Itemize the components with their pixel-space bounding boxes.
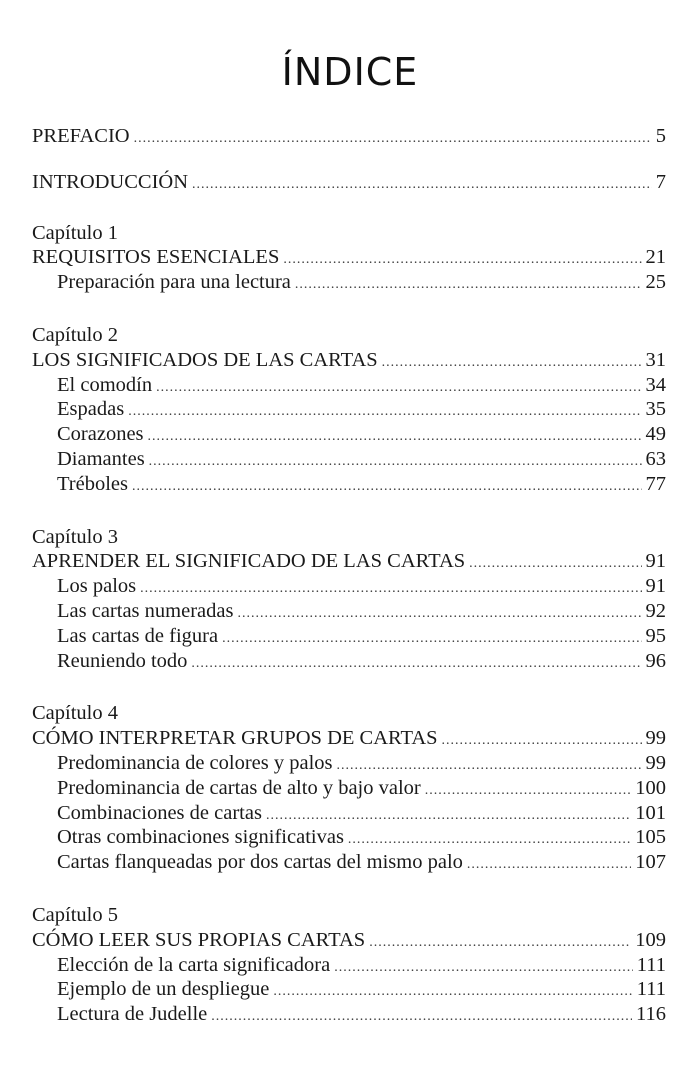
page-title: ÍNDICE <box>281 50 419 94</box>
dot-leader <box>128 400 641 425</box>
toc-entry-page: 31 <box>645 348 666 371</box>
toc-subentry <box>32 422 666 447</box>
toc-subentry <box>32 649 666 674</box>
toc-subentry <box>32 397 666 422</box>
toc-entry-label: Diamantes <box>57 447 145 470</box>
dot-leader <box>148 425 642 450</box>
toc-subentry <box>32 472 666 497</box>
toc-entry-label: INTRODUCCIÓN <box>32 170 189 193</box>
toc-entry-page: 111 <box>636 953 666 976</box>
toc-subentry <box>32 751 666 776</box>
toc-subentry <box>32 270 666 295</box>
dot-leader <box>295 273 642 298</box>
dot-leader <box>149 450 642 475</box>
chapter-1 <box>32 221 666 295</box>
toc-entry-label: Otras combinaciones significativas <box>57 826 344 849</box>
toc-entry-page: 99 <box>645 727 666 750</box>
toc-entry-page: 109 <box>635 928 666 951</box>
toc-entry-label: REQUISITOS ESENCIALES <box>32 246 280 269</box>
toc-entry-label: APRENDER EL SIGNIFICADO DE LAS CARTAS <box>32 550 466 573</box>
chapter-label: Capítulo 5 <box>32 903 118 926</box>
toc-entry-label: PREFACIO <box>32 125 130 147</box>
toc-entry-page: 111 <box>636 978 666 1001</box>
toc-entry-label: Predominancia de colores y palos <box>57 751 333 774</box>
toc-entry-label: CÓMO LEER SUS PROPIAS CARTAS <box>32 928 366 951</box>
toc-entry-page: 7 <box>655 170 666 193</box>
toc-entry-label: LOS SIGNIFICADOS DE LAS CARTAS <box>32 348 378 371</box>
chapter-label: Capítulo 2 <box>32 323 118 346</box>
toc-entry-label: Cartas flanqueadas por dos cartas del mismo palo <box>57 851 463 874</box>
dot-leader <box>273 980 632 1005</box>
toc-entry-label: Reuniendo todo <box>57 649 188 672</box>
toc-entry-label: CÓMO INTERPRETAR GRUPOS DE CARTAS <box>32 727 438 750</box>
toc-subentry <box>32 574 666 599</box>
toc-entry-page: 34 <box>645 373 666 396</box>
toc-subentry <box>32 599 666 624</box>
dot-leader <box>237 602 641 627</box>
toc-entry-introduccion <box>32 170 666 195</box>
toc-subentry <box>32 373 666 398</box>
dot-leader <box>442 729 642 754</box>
chapter-5 <box>32 903 666 1027</box>
toc-entry-label: Tréboles <box>57 472 128 495</box>
toc-subentry <box>32 825 666 850</box>
dot-leader <box>192 173 652 198</box>
toc-entry-label: Combinaciones de cartas <box>57 801 262 824</box>
dot-leader <box>222 627 641 652</box>
toc-entry-page: 77 <box>645 472 666 495</box>
toc-entry-page: 21 <box>645 246 666 269</box>
toc-subentry <box>32 624 666 649</box>
table-of-contents <box>32 124 666 1027</box>
toc-entry-page: 95 <box>645 624 666 647</box>
toc-entry-page: 35 <box>645 398 666 421</box>
chapter-heading <box>32 549 666 574</box>
dot-leader <box>132 475 642 500</box>
dot-leader <box>369 931 631 956</box>
chapter-label: Capítulo 3 <box>32 525 118 548</box>
chapter-2 <box>32 323 666 497</box>
toc-entry-page: 5 <box>655 125 666 147</box>
toc-subentry <box>32 953 666 978</box>
toc-entry-label: Preparación para una lectura <box>57 271 291 294</box>
dot-leader <box>425 779 632 804</box>
toc-entry-page: 92 <box>645 599 666 622</box>
toc-subentry <box>32 977 666 1002</box>
dot-leader <box>134 127 652 152</box>
chapter-heading <box>32 245 666 270</box>
toc-entry-label: Ejemplo de un despliegue <box>57 978 270 1001</box>
dot-leader <box>211 1005 632 1030</box>
chapter-label: Capítulo 1 <box>32 221 118 244</box>
toc-entry-page: 49 <box>645 423 666 446</box>
toc-subentry <box>32 447 666 472</box>
toc-entry-page: 100 <box>635 776 666 799</box>
dot-leader <box>467 853 631 878</box>
toc-entry-page: 96 <box>645 649 666 672</box>
toc-subentry <box>32 801 666 826</box>
toc-entry-page: 107 <box>635 851 666 874</box>
dot-leader <box>469 552 641 577</box>
toc-entry-label: Corazones <box>57 423 144 446</box>
toc-subentry <box>32 1002 666 1027</box>
dot-leader <box>283 248 641 273</box>
toc-entry-page: 63 <box>645 447 666 470</box>
toc-entry-page: 91 <box>645 575 666 598</box>
toc-entry-label: Espadas <box>57 398 125 421</box>
chapter-heading <box>32 348 666 373</box>
toc-entry-page: 91 <box>645 550 666 573</box>
toc-entry-label: Lectura de Judelle <box>57 1003 208 1026</box>
toc-entry-page: 99 <box>645 751 666 774</box>
chapter-label: Capítulo 4 <box>32 702 118 725</box>
chapter-3 <box>32 525 666 674</box>
toc-entry-label: Las cartas numeradas <box>57 599 234 622</box>
toc-entry-label: Predominancia de cartas de alto y bajo valor <box>57 776 421 799</box>
chapter-4 <box>32 701 666 875</box>
toc-entry-page: 116 <box>636 1003 666 1026</box>
toc-entry-page: 25 <box>645 271 666 294</box>
dot-leader <box>156 376 641 401</box>
toc-entry-prefacio <box>32 124 666 149</box>
toc-subentry <box>32 850 666 875</box>
toc-entry-label: Elección de la carta significadora <box>57 953 331 976</box>
toc-entry-page: 101 <box>635 801 666 824</box>
toc-entry-label: Los palos <box>57 575 137 598</box>
dot-leader <box>334 956 633 981</box>
dot-leader <box>382 351 642 376</box>
chapter-heading <box>32 726 666 751</box>
dot-leader <box>191 652 641 677</box>
toc-entry-label: El comodín <box>57 373 153 396</box>
chapter-heading <box>32 928 666 953</box>
toc-entry-label: Las cartas de figura <box>57 624 219 647</box>
toc-entry-page: 105 <box>635 826 666 849</box>
toc-subentry <box>32 776 666 801</box>
